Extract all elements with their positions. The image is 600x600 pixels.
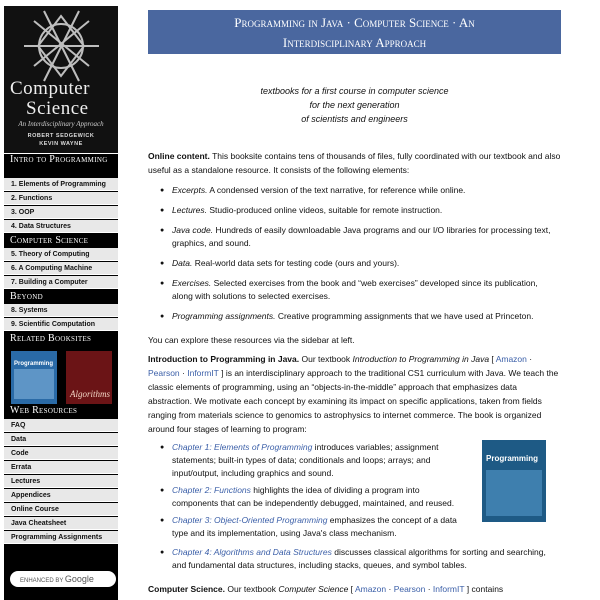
chapter-list — [160, 441, 460, 544]
tagline-line3: of scientists and engineers — [301, 114, 408, 124]
logo-author-2: KEVIN WAYNE — [39, 141, 83, 147]
online-content-label: Online content. — [148, 151, 210, 161]
online-content-list — [160, 184, 560, 323]
computer-science-paragraph — [148, 582, 561, 596]
link-separator: · — [425, 584, 433, 594]
list-item — [160, 257, 560, 270]
section-heading-related-booksites: Related Booksites — [4, 332, 118, 346]
tagline — [148, 84, 561, 126]
chapter-1-link[interactable]: Chapter 1: Elements of Programming — [172, 442, 313, 452]
list-item-term: Lectures. — [172, 205, 207, 215]
page-title-banner — [148, 10, 561, 54]
page-title-line1: Programming in Java · Computer Science · An — [234, 15, 475, 30]
booksite-algorithms-title: Algorithms — [70, 389, 111, 399]
list-item — [160, 277, 560, 303]
chapter-list-wide — [160, 546, 560, 572]
list-item-text: A condensed version of the text narrative, for reference while online. — [207, 185, 466, 195]
online-content-paragraph — [148, 149, 561, 177]
chapter-text: discusses classical algorithms for sorting and searching, and fundamental data structures, including stacks, queues, and symbol tables. — [172, 547, 546, 570]
sidebar — [4, 6, 118, 600]
intro-text-3: ] is an interdisciplinary approach to the traditional CS1 curriculum with Java. We teach the classic elements of programming, using an “objects-in-the-middle” approach that emphasizes data abstraction. We motivate each concept by examining its impact on specific applications, taken from fields ranging from materials science to genomics to astrophysics to internet commerce. The book is organized around four stages of learning to program: — [148, 368, 559, 434]
chapter-3-link[interactable]: Chapter 3: Object-Oriented Programming — [172, 515, 328, 525]
list-item-text: Selected exercises from the book and “web exercises” developed since its publication, along with solutions to selected exercises. — [172, 278, 538, 301]
intro-text-2: [ — [489, 354, 496, 364]
book-logo[interactable] — [4, 6, 118, 154]
sidebar-item-building-computer[interactable]: 7. Building a Computer — [4, 276, 118, 289]
cs-text-3: ] contains — [464, 584, 504, 594]
google-logo: Google — [64, 574, 94, 584]
search-input[interactable] — [10, 571, 116, 587]
tagline-line2: for the next generation — [309, 100, 400, 110]
cs-book-title: Computer Science — [278, 584, 349, 594]
list-item — [160, 224, 560, 250]
search-label: ENHANCED BY — [20, 578, 64, 584]
sidebar-item-computing-machine[interactable]: 6. A Computing Machine — [4, 262, 118, 275]
section-heading-intro: Intro to Programming — [4, 154, 118, 177]
list-item — [160, 546, 560, 572]
list-item-term: Java code. — [172, 225, 214, 235]
pearson-link[interactable]: Pearson — [393, 584, 426, 594]
list-item — [160, 441, 460, 480]
sidebar-item-functions[interactable]: 2. Functions — [4, 192, 118, 205]
textbook-cover[interactable] — [482, 440, 546, 522]
chapter-text: emphasizes the concept of a data type and its implementation, using Java's class mechanism. — [172, 515, 457, 538]
amazon-link[interactable]: Amazon — [495, 354, 527, 364]
list-item-text: Real-world data sets for testing code (ours and yours). — [192, 258, 400, 268]
logo-title-line1: Computer — [10, 78, 90, 99]
list-item — [160, 184, 560, 197]
chapter-2-link[interactable]: Chapter 2: Functions — [172, 485, 251, 495]
intro-paragraph — [148, 352, 561, 436]
logo-author-1: ROBERT SEDGEWICK — [27, 133, 95, 139]
amazon-link[interactable]: Amazon — [354, 584, 387, 594]
list-item-term: Programming assignments. — [172, 311, 276, 321]
sidebar-item-scientific-computation[interactable]: 9. Scientific Computation — [4, 318, 118, 331]
sidebar-item-faq[interactable]: FAQ — [4, 419, 118, 432]
chapter-text: introduces variables; assignment statements; built-in types of data; conditionals and loops; arrays; and input/output, including graphics and sound. — [172, 442, 439, 478]
intro-book-title: Introduction to Programming in Java — [352, 354, 490, 364]
tagline-line1: textbooks for a first course in computer science — [260, 86, 449, 96]
sidebar-item-oop[interactable]: 3. OOP — [4, 206, 118, 219]
list-item — [160, 514, 460, 540]
section-heading-web-resources: Web Resources — [4, 404, 118, 418]
chapter-4-link[interactable]: Chapter 4: Algorithms and Data Structures — [172, 547, 332, 557]
sidebar-item-elements-of-programming[interactable]: 1. Elements of Programming — [4, 178, 118, 191]
sidebar-item-lectures[interactable]: Lectures — [4, 475, 118, 488]
section-heading-beyond: Beyond — [4, 290, 118, 303]
sidebar-item-data[interactable]: Data — [4, 433, 118, 446]
informit-link[interactable]: InformIT — [432, 584, 465, 594]
online-content-text: This booksite contains tens of thousands of files, fully coordinated with our textbook and also useful as a standalone resource. It consists of the following elements: — [148, 151, 561, 175]
link-separator: · — [386, 584, 394, 594]
list-item-text: Creative programming assignments that we have used at Princeton. — [275, 311, 534, 321]
cover-art — [14, 369, 54, 399]
list-item-term: Exercises. — [172, 278, 212, 288]
explore-note: You can explore these resources via the sidebar at left. — [148, 335, 355, 345]
list-item — [160, 310, 560, 323]
intro-label: Introduction to Programming in Java. — [148, 354, 300, 364]
sidebar-item-online-course[interactable]: Online Course — [4, 503, 118, 516]
chapter-text: highlights the idea of dividing a program into components that can be independently debugged, maintained, and reused. — [172, 485, 455, 508]
list-item — [160, 484, 460, 510]
pearson-link[interactable]: Pearson — [148, 368, 180, 378]
link-separator: · — [179, 368, 188, 378]
sidebar-item-programming-assignments[interactable]: Programming Assignments — [4, 531, 118, 544]
list-item-text: Studio-produced online videos, suitable for remote instruction. — [206, 205, 443, 215]
cover-art — [486, 470, 542, 516]
booksite-algorithms-cover[interactable] — [66, 351, 112, 407]
section-heading-computer-science: Computer Science — [4, 234, 118, 247]
logo-subtitle: An Interdisciplinary Approach — [18, 120, 104, 128]
logo-title-line2: Science — [26, 98, 89, 119]
cs-text-1: Our textbook — [225, 584, 279, 594]
cs-text-2: [ — [348, 584, 355, 594]
intro-text-1: Our textbook — [299, 354, 353, 364]
sidebar-item-systems[interactable]: 8. Systems — [4, 304, 118, 317]
textbook-cover-title: Programming — [486, 454, 539, 463]
booksite-programming-cover[interactable] — [11, 351, 57, 407]
page-title-line2: Interdisciplinary Approach — [282, 35, 427, 50]
informit-link[interactable]: InformIT — [187, 368, 219, 378]
sidebar-item-theory-of-computing[interactable]: 5. Theory of Computing — [4, 248, 118, 261]
sidebar-item-errata[interactable]: Errata — [4, 461, 118, 474]
link-separator: · — [526, 354, 533, 364]
sidebar-item-appendices[interactable]: Appendices — [4, 489, 118, 502]
sidebar-item-data-structures[interactable]: 4. Data Structures — [4, 220, 118, 233]
list-item-text: Hundreds of easily downloadable Java programs and our I/O libraries for processing text, graphics, and sound. — [172, 225, 551, 248]
sidebar-item-java-cheatsheet[interactable]: Java Cheatsheet — [4, 517, 118, 530]
booksite-programming-title: Programming — [14, 361, 54, 367]
list-item-term: Data. — [172, 258, 193, 268]
cs-label: Computer Science. — [148, 584, 225, 594]
list-item — [160, 204, 560, 217]
sidebar-item-code[interactable]: Code — [4, 447, 118, 460]
list-item-term: Excerpts. — [172, 185, 208, 195]
